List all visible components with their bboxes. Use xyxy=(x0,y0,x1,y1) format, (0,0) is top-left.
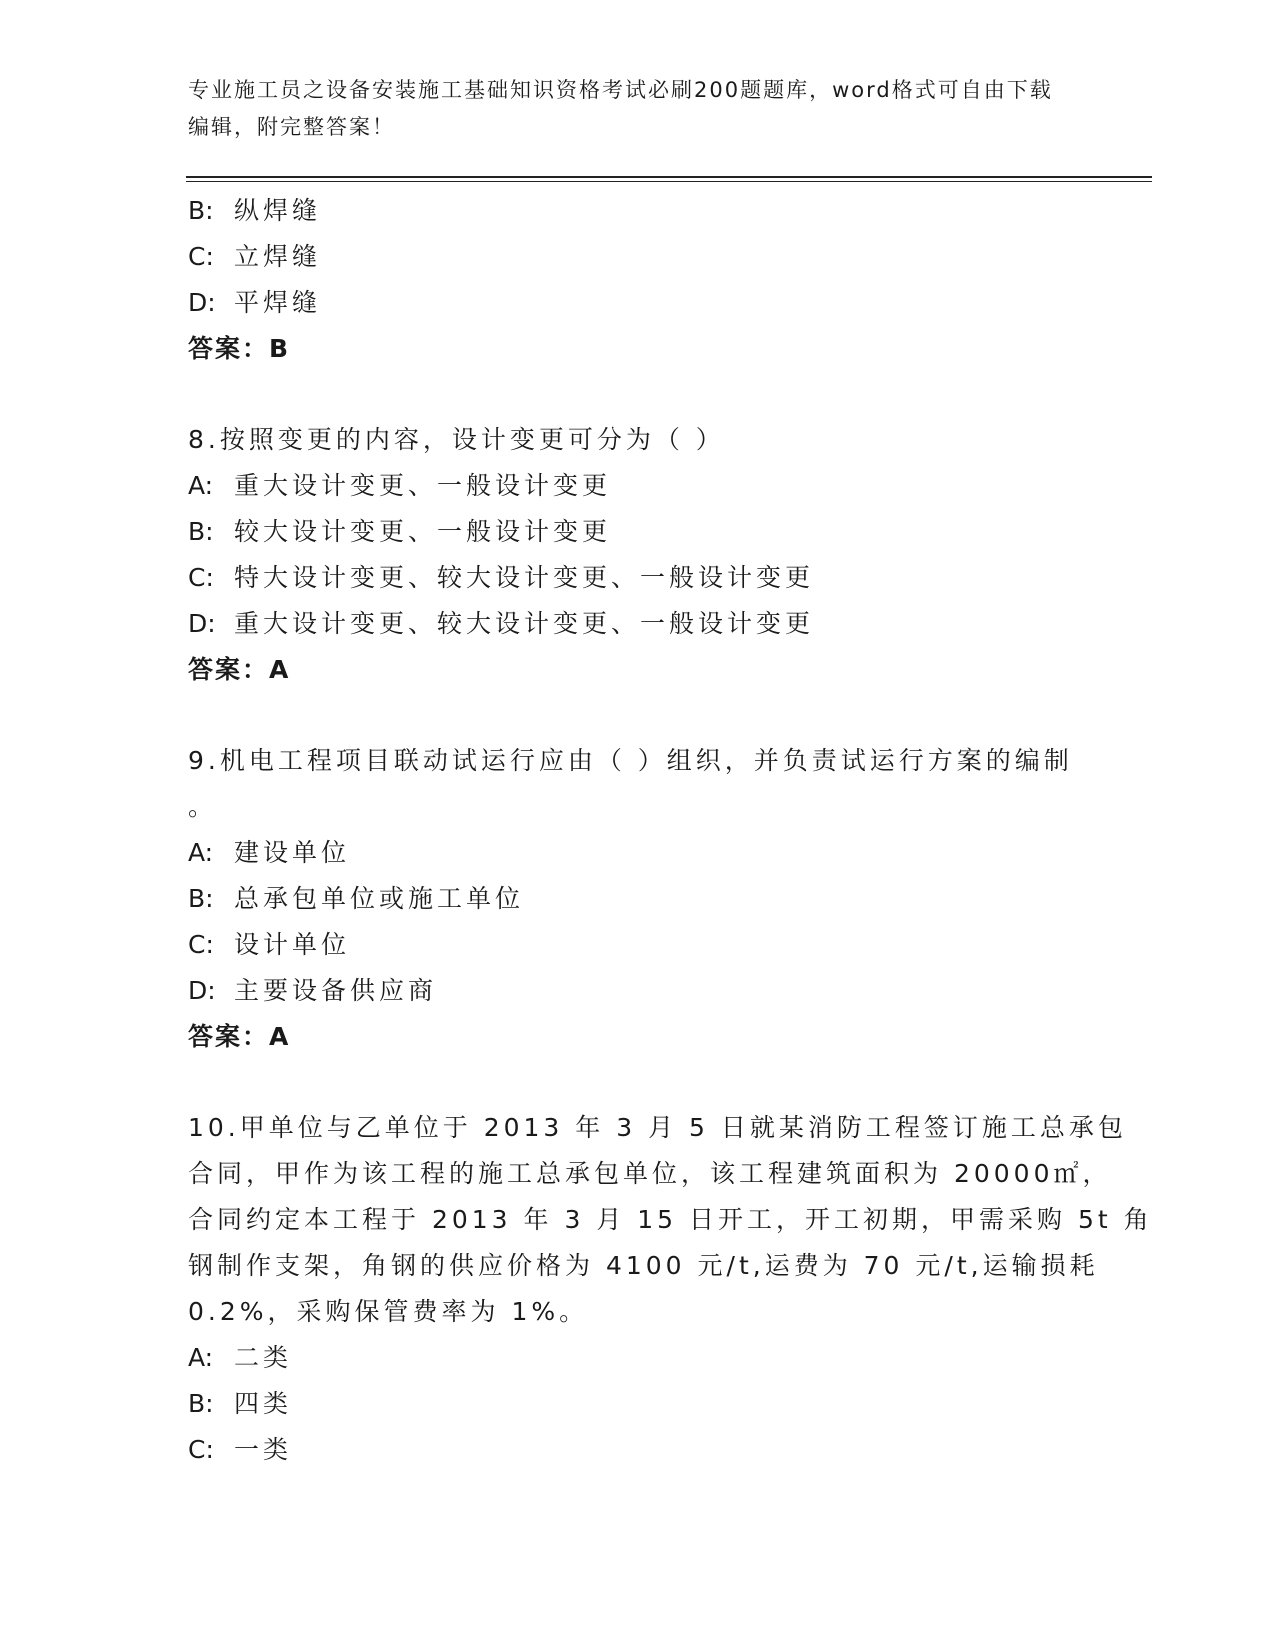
question-8-option-b xyxy=(188,509,1088,555)
option-label: D: xyxy=(188,288,216,317)
option-label: C: xyxy=(188,1435,214,1464)
option-text: 重大设计变更、较大设计变更、一般设计变更 xyxy=(234,609,815,638)
question-9-option-b xyxy=(188,876,1088,922)
question-7-option-d xyxy=(188,280,1088,326)
option-label: A: xyxy=(188,838,214,867)
question-8-answer: 答案：A xyxy=(188,655,291,684)
question-10-text-line-2: 合同，甲作为该工程的施工总承包单位，该工程建筑面积为 20000㎡， xyxy=(188,1159,1112,1188)
question-10-text-line-5: 0.2%，采购保管费率为 1%。 xyxy=(188,1297,589,1326)
option-text: 建设单位 xyxy=(234,838,351,867)
question-10-option-c xyxy=(188,1427,1088,1473)
question-10-text-line-4: 钢制作支架，角钢的供应价格为 4100 元/t,运费为 70 元/t,运输损耗 xyxy=(188,1251,1099,1280)
option-text: 立焊缝 xyxy=(234,242,322,271)
question-7-option-b xyxy=(188,188,1088,234)
spacer xyxy=(188,372,1088,417)
option-label: C: xyxy=(188,930,214,959)
question-7-block xyxy=(188,188,1088,372)
question-9-answer: 答案：A xyxy=(188,1022,291,1051)
question-8-block xyxy=(188,417,1088,693)
header-rule-thin xyxy=(186,181,1152,182)
option-label: A: xyxy=(188,1343,214,1372)
option-label: D: xyxy=(188,976,216,1005)
question-10-block xyxy=(188,1105,1153,1473)
question-9-option-a xyxy=(188,830,1088,876)
option-label: A: xyxy=(188,471,214,500)
option-text: 纵焊缝 xyxy=(234,196,322,225)
option-label: B: xyxy=(188,196,214,225)
header-rule-thick xyxy=(186,176,1152,178)
option-text: 较大设计变更、一般设计变更 xyxy=(234,517,612,546)
option-text: 主要设备供应商 xyxy=(234,976,438,1005)
option-label: C: xyxy=(188,563,214,592)
question-9-option-d xyxy=(188,968,1088,1014)
question-10-option-a xyxy=(188,1335,1088,1381)
option-label: B: xyxy=(188,1389,214,1418)
option-label: D: xyxy=(188,609,216,638)
question-10-text-line-1: 10.甲单位与乙单位于 2013 年 3 月 5 日就某消防工程签订施工总承包 xyxy=(188,1113,1127,1142)
option-text: 平焊缝 xyxy=(234,288,322,317)
question-7-option-c xyxy=(188,234,1088,280)
spacer xyxy=(188,1060,1088,1105)
option-text: 一类 xyxy=(234,1435,293,1464)
question-10-text-line-3: 合同约定本工程于 2013 年 3 月 15 日开工，开工初期，甲需采购 5t 角 xyxy=(188,1205,1153,1234)
question-9-block xyxy=(188,738,1088,1060)
question-9-option-c xyxy=(188,922,1088,968)
question-8-option-d xyxy=(188,601,1088,647)
question-9-text-line-1: 9.机电工程项目联动试运行应由（ ）组织，并负责试运行方案的编制 xyxy=(188,746,1073,775)
option-text: 四类 xyxy=(234,1389,293,1418)
question-8-text: 8.按照变更的内容，设计变更可分为（ ） xyxy=(188,425,725,454)
question-9-text-line-2: 。 xyxy=(188,792,218,821)
document-header xyxy=(188,72,1068,146)
option-text: 特大设计变更、较大设计变更、一般设计变更 xyxy=(234,563,815,592)
option-label: B: xyxy=(188,517,214,546)
option-text: 二类 xyxy=(234,1343,293,1372)
option-text: 重大设计变更、一般设计变更 xyxy=(234,471,612,500)
option-label: B: xyxy=(188,884,214,913)
option-text: 设计单位 xyxy=(234,930,351,959)
question-8-option-c xyxy=(188,555,1088,601)
question-8-option-a xyxy=(188,463,1088,509)
header-text: 专业施工员之设备安装施工基础知识资格考试必刷200题题库，word格式可自由下载编辑，附完整答案！ xyxy=(188,78,1053,139)
option-text: 总承包单位或施工单位 xyxy=(234,884,525,913)
document-body xyxy=(188,188,1153,1473)
question-7-answer: 答案：B xyxy=(188,334,291,363)
spacer xyxy=(188,693,1088,738)
question-10-option-b xyxy=(188,1381,1088,1427)
option-label: C: xyxy=(188,242,214,271)
